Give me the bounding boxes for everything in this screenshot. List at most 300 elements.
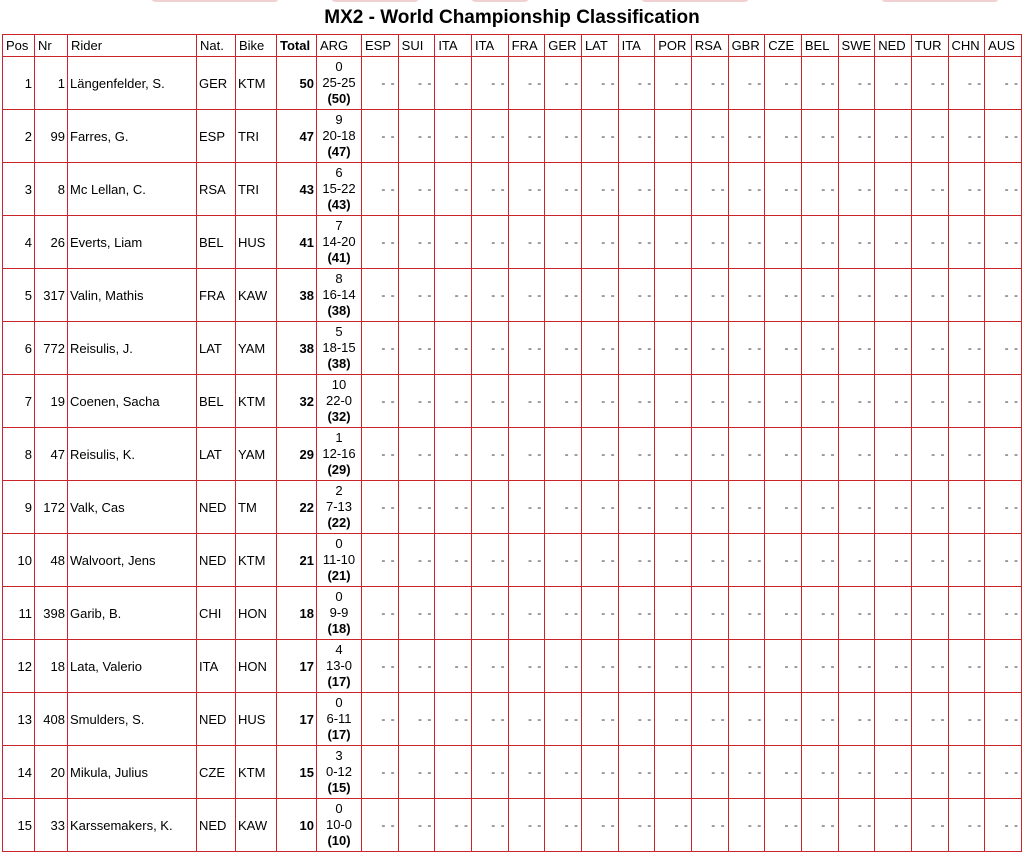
empty-round-cell: - - bbox=[471, 587, 508, 640]
bike-brand-cell: KTM bbox=[236, 746, 277, 799]
round-total-points: (15) bbox=[327, 780, 351, 795]
empty-round-cell: - - bbox=[948, 57, 985, 110]
empty-round-cell: - - bbox=[618, 216, 655, 269]
empty-round-cell: - - bbox=[801, 587, 838, 640]
col-round-header: SUI bbox=[398, 35, 435, 57]
empty-round-cell: - - bbox=[618, 269, 655, 322]
empty-round-cell: - - bbox=[691, 481, 728, 534]
empty-round-cell: - - bbox=[728, 269, 765, 322]
col-round-header: CZE bbox=[765, 35, 802, 57]
empty-round-cell: - - bbox=[362, 322, 399, 375]
empty-round-cell: - - bbox=[508, 534, 545, 587]
empty-round-cell: - - bbox=[801, 693, 838, 746]
empty-round-cell: - - bbox=[471, 693, 508, 746]
empty-round-cell: - - bbox=[471, 534, 508, 587]
empty-round-cell: - - bbox=[545, 216, 582, 269]
empty-round-cell: - - bbox=[765, 322, 802, 375]
round-total-points: (38) bbox=[327, 303, 351, 318]
empty-round-cell: - - bbox=[545, 534, 582, 587]
total-points-cell: 10 bbox=[277, 799, 317, 852]
position-cell: 11 bbox=[3, 587, 35, 640]
position-cell: 6 bbox=[3, 322, 35, 375]
empty-round-cell: - - bbox=[545, 375, 582, 428]
nationality-cell: BEL bbox=[197, 216, 236, 269]
empty-round-cell: - - bbox=[728, 216, 765, 269]
round-gp-points: 2 bbox=[335, 483, 343, 498]
round-gp-points: 1 bbox=[335, 430, 343, 445]
empty-round-cell: - - bbox=[398, 799, 435, 852]
number-cell: 18 bbox=[35, 640, 68, 693]
position-cell: 4 bbox=[3, 216, 35, 269]
position-cell: 15 bbox=[3, 799, 35, 852]
empty-round-cell: - - bbox=[398, 322, 435, 375]
empty-round-cell: - - bbox=[985, 534, 1022, 587]
empty-round-cell: - - bbox=[471, 110, 508, 163]
empty-round-cell: - - bbox=[875, 640, 912, 693]
empty-round-cell: - - bbox=[435, 216, 472, 269]
position-cell: 9 bbox=[3, 481, 35, 534]
round-moto-results: 25-25 bbox=[322, 75, 356, 90]
round-result-cell bbox=[317, 163, 362, 216]
empty-round-cell: - - bbox=[801, 481, 838, 534]
empty-round-cell: - - bbox=[691, 587, 728, 640]
empty-round-cell: - - bbox=[728, 587, 765, 640]
round-total-points: (18) bbox=[327, 621, 351, 636]
empty-round-cell: - - bbox=[985, 640, 1022, 693]
round-total-points: (17) bbox=[327, 727, 351, 742]
bike-brand-cell: HON bbox=[236, 640, 277, 693]
empty-round-cell: - - bbox=[362, 534, 399, 587]
empty-round-cell: - - bbox=[801, 375, 838, 428]
col-rider-header: Rider bbox=[68, 35, 197, 57]
empty-round-cell: - - bbox=[691, 322, 728, 375]
empty-round-cell: - - bbox=[398, 269, 435, 322]
total-points-cell: 15 bbox=[277, 746, 317, 799]
round-result-cell bbox=[317, 693, 362, 746]
col-round-header: ITA bbox=[471, 35, 508, 57]
empty-round-cell: - - bbox=[838, 640, 875, 693]
position-cell: 1 bbox=[3, 57, 35, 110]
empty-round-cell: - - bbox=[765, 534, 802, 587]
empty-round-cell: - - bbox=[581, 481, 618, 534]
empty-round-cell: - - bbox=[691, 799, 728, 852]
empty-round-cell: - - bbox=[362, 587, 399, 640]
empty-round-cell: - - bbox=[362, 746, 399, 799]
empty-round-cell: - - bbox=[765, 57, 802, 110]
rider-name-cell: Mikula, Julius bbox=[68, 746, 197, 799]
empty-round-cell: - - bbox=[618, 481, 655, 534]
empty-round-cell: - - bbox=[545, 640, 582, 693]
col-round-header: TUR bbox=[911, 35, 948, 57]
empty-round-cell: - - bbox=[435, 693, 472, 746]
col-round-header: SWE bbox=[838, 35, 875, 57]
number-cell: 317 bbox=[35, 269, 68, 322]
empty-round-cell: - - bbox=[838, 534, 875, 587]
empty-round-cell: - - bbox=[435, 375, 472, 428]
empty-round-cell: - - bbox=[801, 216, 838, 269]
bike-brand-cell: KAW bbox=[236, 269, 277, 322]
empty-round-cell: - - bbox=[398, 481, 435, 534]
empty-round-cell: - - bbox=[398, 375, 435, 428]
round-result-cell bbox=[317, 428, 362, 481]
empty-round-cell: - - bbox=[985, 428, 1022, 481]
empty-round-cell: - - bbox=[911, 640, 948, 693]
col-round-header: ARG bbox=[317, 35, 362, 57]
number-cell: 48 bbox=[35, 534, 68, 587]
round-moto-results: 6-11 bbox=[326, 711, 352, 726]
number-cell: 8 bbox=[35, 163, 68, 216]
empty-round-cell: - - bbox=[581, 640, 618, 693]
empty-round-cell: - - bbox=[508, 269, 545, 322]
empty-round-cell: - - bbox=[765, 216, 802, 269]
table-header-row bbox=[3, 35, 1022, 57]
empty-round-cell: - - bbox=[801, 428, 838, 481]
empty-round-cell: - - bbox=[655, 534, 692, 587]
empty-round-cell: - - bbox=[471, 322, 508, 375]
empty-round-cell: - - bbox=[655, 587, 692, 640]
empty-round-cell: - - bbox=[398, 216, 435, 269]
empty-round-cell: - - bbox=[508, 110, 545, 163]
rider-name-cell: Valin, Mathis bbox=[68, 269, 197, 322]
empty-round-cell: - - bbox=[508, 481, 545, 534]
empty-round-cell: - - bbox=[362, 428, 399, 481]
empty-round-cell: - - bbox=[545, 57, 582, 110]
empty-round-cell: - - bbox=[765, 375, 802, 428]
round-moto-results: 15-22 bbox=[322, 181, 356, 196]
empty-round-cell: - - bbox=[911, 746, 948, 799]
empty-round-cell: - - bbox=[508, 799, 545, 852]
round-moto-results: 13-0 bbox=[325, 658, 353, 673]
empty-round-cell: - - bbox=[691, 693, 728, 746]
empty-round-cell: - - bbox=[362, 57, 399, 110]
empty-round-cell: - - bbox=[728, 481, 765, 534]
empty-round-cell: - - bbox=[655, 375, 692, 428]
bike-brand-cell: KTM bbox=[236, 375, 277, 428]
empty-round-cell: - - bbox=[911, 216, 948, 269]
empty-round-cell: - - bbox=[655, 428, 692, 481]
empty-round-cell: - - bbox=[765, 269, 802, 322]
rider-name-cell: Reisulis, K. bbox=[68, 428, 197, 481]
position-cell: 12 bbox=[3, 640, 35, 693]
round-gp-points: 0 bbox=[335, 536, 343, 551]
empty-round-cell: - - bbox=[618, 375, 655, 428]
empty-round-cell: - - bbox=[545, 481, 582, 534]
empty-round-cell: - - bbox=[581, 375, 618, 428]
empty-round-cell: - - bbox=[948, 693, 985, 746]
round-moto-results: 20-18 bbox=[322, 128, 356, 143]
nationality-cell: RSA bbox=[197, 163, 236, 216]
number-cell: 99 bbox=[35, 110, 68, 163]
col-round-header: AUS bbox=[985, 35, 1022, 57]
empty-round-cell: - - bbox=[581, 269, 618, 322]
col-round-header: CHN bbox=[948, 35, 985, 57]
position-cell: 5 bbox=[3, 269, 35, 322]
empty-round-cell: - - bbox=[948, 746, 985, 799]
total-points-cell: 21 bbox=[277, 534, 317, 587]
col-round-header: POR bbox=[655, 35, 692, 57]
total-points-cell: 17 bbox=[277, 693, 317, 746]
empty-round-cell: - - bbox=[801, 110, 838, 163]
empty-round-cell: - - bbox=[618, 110, 655, 163]
rider-name-cell: Mc Lellan, C. bbox=[68, 163, 197, 216]
empty-round-cell: - - bbox=[728, 693, 765, 746]
empty-round-cell: - - bbox=[398, 693, 435, 746]
empty-round-cell: - - bbox=[875, 534, 912, 587]
empty-round-cell: - - bbox=[581, 693, 618, 746]
round-moto-results: 22-0 bbox=[325, 393, 353, 408]
table-row bbox=[3, 110, 1022, 163]
round-moto-results: 18-15 bbox=[322, 340, 356, 355]
empty-round-cell: - - bbox=[728, 110, 765, 163]
empty-round-cell: - - bbox=[801, 799, 838, 852]
total-points-cell: 29 bbox=[277, 428, 317, 481]
empty-round-cell: - - bbox=[581, 216, 618, 269]
empty-round-cell: - - bbox=[985, 269, 1022, 322]
empty-round-cell: - - bbox=[581, 746, 618, 799]
nationality-cell: LAT bbox=[197, 428, 236, 481]
empty-round-cell: - - bbox=[948, 534, 985, 587]
table-row bbox=[3, 163, 1022, 216]
table-row bbox=[3, 799, 1022, 852]
round-result-cell bbox=[317, 746, 362, 799]
col-round-header: BEL bbox=[801, 35, 838, 57]
empty-round-cell: - - bbox=[765, 799, 802, 852]
nationality-cell: LAT bbox=[197, 322, 236, 375]
position-cell: 3 bbox=[3, 163, 35, 216]
empty-round-cell: - - bbox=[581, 799, 618, 852]
col-round-header: LAT bbox=[581, 35, 618, 57]
empty-round-cell: - - bbox=[435, 428, 472, 481]
round-result-cell bbox=[317, 587, 362, 640]
number-cell: 26 bbox=[35, 216, 68, 269]
empty-round-cell: - - bbox=[838, 587, 875, 640]
empty-round-cell: - - bbox=[875, 322, 912, 375]
round-moto-results: 0-12 bbox=[325, 764, 353, 779]
table-row bbox=[3, 587, 1022, 640]
empty-round-cell: - - bbox=[875, 57, 912, 110]
empty-round-cell: - - bbox=[801, 534, 838, 587]
col-round-header: NED bbox=[875, 35, 912, 57]
empty-round-cell: - - bbox=[875, 481, 912, 534]
empty-round-cell: - - bbox=[691, 163, 728, 216]
empty-round-cell: - - bbox=[398, 110, 435, 163]
empty-round-cell: - - bbox=[838, 746, 875, 799]
empty-round-cell: - - bbox=[471, 269, 508, 322]
nationality-cell: CZE bbox=[197, 746, 236, 799]
empty-round-cell: - - bbox=[362, 163, 399, 216]
total-points-cell: 47 bbox=[277, 110, 317, 163]
round-gp-points: 0 bbox=[335, 589, 343, 604]
rider-name-cell: Karssemakers, K. bbox=[68, 799, 197, 852]
empty-round-cell: - - bbox=[801, 322, 838, 375]
position-cell: 8 bbox=[3, 428, 35, 481]
empty-round-cell: - - bbox=[911, 269, 948, 322]
empty-round-cell: - - bbox=[435, 587, 472, 640]
empty-round-cell: - - bbox=[948, 216, 985, 269]
empty-round-cell: - - bbox=[765, 693, 802, 746]
empty-round-cell: - - bbox=[838, 57, 875, 110]
empty-round-cell: - - bbox=[618, 746, 655, 799]
col-round-header: RSA bbox=[691, 35, 728, 57]
empty-round-cell: - - bbox=[911, 322, 948, 375]
empty-round-cell: - - bbox=[545, 428, 582, 481]
number-cell: 172 bbox=[35, 481, 68, 534]
col-bike-header: Bike bbox=[236, 35, 277, 57]
empty-round-cell: - - bbox=[911, 428, 948, 481]
empty-round-cell: - - bbox=[985, 799, 1022, 852]
empty-round-cell: - - bbox=[728, 746, 765, 799]
empty-round-cell: - - bbox=[985, 746, 1022, 799]
rider-name-cell: Längenfelder, S. bbox=[68, 57, 197, 110]
empty-round-cell: - - bbox=[911, 375, 948, 428]
empty-round-cell: - - bbox=[838, 428, 875, 481]
empty-round-cell: - - bbox=[875, 799, 912, 852]
empty-round-cell: - - bbox=[435, 640, 472, 693]
empty-round-cell: - - bbox=[765, 481, 802, 534]
table-row bbox=[3, 216, 1022, 269]
col-round-header: GBR bbox=[728, 35, 765, 57]
empty-round-cell: - - bbox=[911, 57, 948, 110]
round-total-points: (41) bbox=[327, 250, 351, 265]
empty-round-cell: - - bbox=[581, 534, 618, 587]
empty-round-cell: - - bbox=[911, 163, 948, 216]
empty-round-cell: - - bbox=[948, 375, 985, 428]
empty-round-cell: - - bbox=[838, 110, 875, 163]
empty-round-cell: - - bbox=[985, 163, 1022, 216]
round-gp-points: 9 bbox=[335, 112, 343, 127]
empty-round-cell: - - bbox=[545, 587, 582, 640]
empty-round-cell: - - bbox=[765, 428, 802, 481]
number-cell: 33 bbox=[35, 799, 68, 852]
empty-round-cell: - - bbox=[985, 587, 1022, 640]
number-cell: 408 bbox=[35, 693, 68, 746]
empty-round-cell: - - bbox=[691, 640, 728, 693]
empty-round-cell: - - bbox=[838, 269, 875, 322]
round-moto-results: 7-13 bbox=[325, 499, 353, 514]
round-gp-points: 0 bbox=[335, 59, 343, 74]
table-row bbox=[3, 640, 1022, 693]
empty-round-cell: - - bbox=[398, 640, 435, 693]
empty-round-cell: - - bbox=[435, 163, 472, 216]
empty-round-cell: - - bbox=[655, 269, 692, 322]
round-total-points: (32) bbox=[327, 409, 351, 424]
round-result-cell bbox=[317, 216, 362, 269]
empty-round-cell: - - bbox=[691, 428, 728, 481]
number-cell: 20 bbox=[35, 746, 68, 799]
round-total-points: (21) bbox=[327, 568, 351, 583]
empty-round-cell: - - bbox=[875, 693, 912, 746]
round-gp-points: 10 bbox=[331, 377, 347, 392]
empty-round-cell: - - bbox=[691, 216, 728, 269]
total-points-cell: 32 bbox=[277, 375, 317, 428]
empty-round-cell: - - bbox=[362, 216, 399, 269]
round-result-cell bbox=[317, 269, 362, 322]
empty-round-cell: - - bbox=[471, 375, 508, 428]
empty-round-cell: - - bbox=[435, 110, 472, 163]
table-row bbox=[3, 481, 1022, 534]
empty-round-cell: - - bbox=[655, 746, 692, 799]
bike-brand-cell: HUS bbox=[236, 216, 277, 269]
empty-round-cell: - - bbox=[948, 587, 985, 640]
empty-round-cell: - - bbox=[728, 428, 765, 481]
nationality-cell: ESP bbox=[197, 110, 236, 163]
empty-round-cell: - - bbox=[948, 799, 985, 852]
empty-round-cell: - - bbox=[911, 799, 948, 852]
rider-name-cell: Smulders, S. bbox=[68, 693, 197, 746]
nationality-cell: NED bbox=[197, 799, 236, 852]
round-result-cell bbox=[317, 640, 362, 693]
bike-brand-cell: HON bbox=[236, 587, 277, 640]
round-result-cell bbox=[317, 110, 362, 163]
rider-name-cell: Lata, Valerio bbox=[68, 640, 197, 693]
empty-round-cell: - - bbox=[508, 746, 545, 799]
bike-brand-cell: TRI bbox=[236, 110, 277, 163]
empty-round-cell: - - bbox=[398, 57, 435, 110]
empty-round-cell: - - bbox=[875, 163, 912, 216]
total-points-cell: 43 bbox=[277, 163, 317, 216]
round-result-cell bbox=[317, 534, 362, 587]
round-total-points: (47) bbox=[327, 144, 351, 159]
empty-round-cell: - - bbox=[838, 216, 875, 269]
col-round-header: GER bbox=[545, 35, 582, 57]
empty-round-cell: - - bbox=[728, 163, 765, 216]
empty-round-cell: - - bbox=[362, 799, 399, 852]
empty-round-cell: - - bbox=[985, 216, 1022, 269]
position-cell: 14 bbox=[3, 746, 35, 799]
empty-round-cell: - - bbox=[875, 587, 912, 640]
empty-round-cell: - - bbox=[801, 640, 838, 693]
empty-round-cell: - - bbox=[471, 640, 508, 693]
empty-round-cell: - - bbox=[655, 57, 692, 110]
empty-round-cell: - - bbox=[948, 322, 985, 375]
total-points-cell: 22 bbox=[277, 481, 317, 534]
round-moto-results: 11-10 bbox=[322, 552, 356, 567]
empty-round-cell: - - bbox=[398, 534, 435, 587]
empty-round-cell: - - bbox=[691, 534, 728, 587]
rider-name-cell: Farres, G. bbox=[68, 110, 197, 163]
empty-round-cell: - - bbox=[948, 428, 985, 481]
nationality-cell: NED bbox=[197, 534, 236, 587]
empty-round-cell: - - bbox=[435, 799, 472, 852]
col-round-header: ITA bbox=[618, 35, 655, 57]
round-total-points: (43) bbox=[327, 197, 351, 212]
round-result-cell bbox=[317, 322, 362, 375]
round-gp-points: 8 bbox=[335, 271, 343, 286]
empty-round-cell: - - bbox=[435, 322, 472, 375]
round-gp-points: 4 bbox=[335, 642, 343, 657]
rider-name-cell: Reisulis, J. bbox=[68, 322, 197, 375]
empty-round-cell: - - bbox=[398, 428, 435, 481]
empty-round-cell: - - bbox=[948, 110, 985, 163]
number-cell: 398 bbox=[35, 587, 68, 640]
empty-round-cell: - - bbox=[875, 269, 912, 322]
empty-round-cell: - - bbox=[911, 110, 948, 163]
bike-brand-cell: TRI bbox=[236, 163, 277, 216]
rider-name-cell: Coenen, Sacha bbox=[68, 375, 197, 428]
number-cell: 772 bbox=[35, 322, 68, 375]
empty-round-cell: - - bbox=[765, 587, 802, 640]
table-row bbox=[3, 269, 1022, 322]
total-points-cell: 18 bbox=[277, 587, 317, 640]
empty-round-cell: - - bbox=[471, 428, 508, 481]
empty-round-cell: - - bbox=[581, 322, 618, 375]
round-gp-points: 0 bbox=[335, 801, 343, 816]
bike-brand-cell: KAW bbox=[236, 799, 277, 852]
empty-round-cell: - - bbox=[435, 57, 472, 110]
empty-round-cell: - - bbox=[618, 428, 655, 481]
number-cell: 19 bbox=[35, 375, 68, 428]
empty-round-cell: - - bbox=[728, 57, 765, 110]
